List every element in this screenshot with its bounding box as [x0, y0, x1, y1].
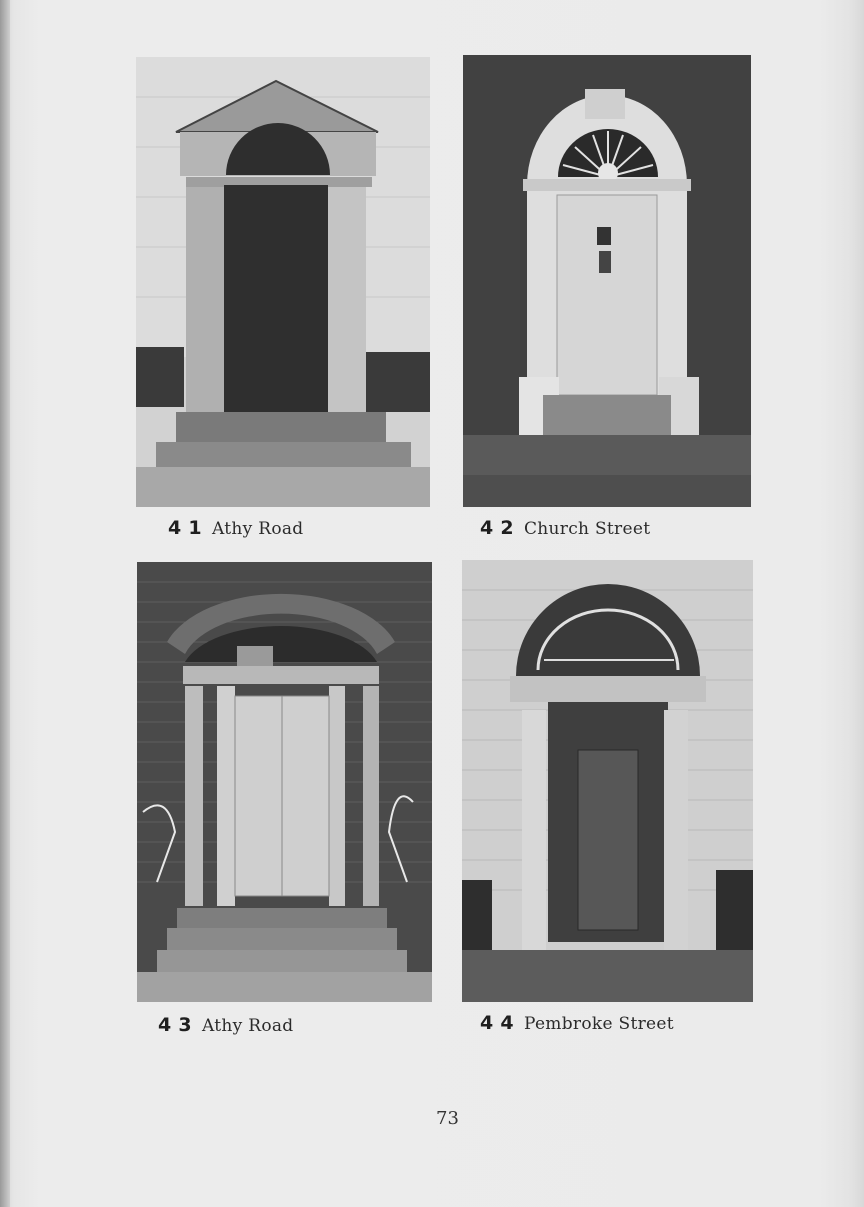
caption-title: Church Street — [523, 519, 651, 539]
caption-number: 4 1 — [168, 517, 202, 539]
caption-number: 4 3 — [158, 1014, 192, 1036]
photo-doorway-44 — [462, 560, 753, 1002]
caption-43 — [158, 1014, 294, 1036]
caption-title: Pembroke Street — [523, 1014, 674, 1034]
page-number: 73 — [436, 1108, 459, 1129]
caption-41 — [168, 517, 304, 539]
book-spine-shadow — [0, 0, 10, 1207]
photo-doorway-43 — [137, 562, 432, 1002]
photo-doorway-42 — [463, 55, 751, 507]
caption-title: Athy Road — [211, 519, 304, 539]
caption-44 — [480, 1012, 674, 1034]
caption-number: 4 4 — [480, 1012, 514, 1034]
caption-title: Athy Road — [201, 1016, 294, 1036]
caption-42 — [480, 517, 650, 539]
caption-number: 4 2 — [480, 517, 514, 539]
photo-doorway-41 — [136, 57, 430, 507]
